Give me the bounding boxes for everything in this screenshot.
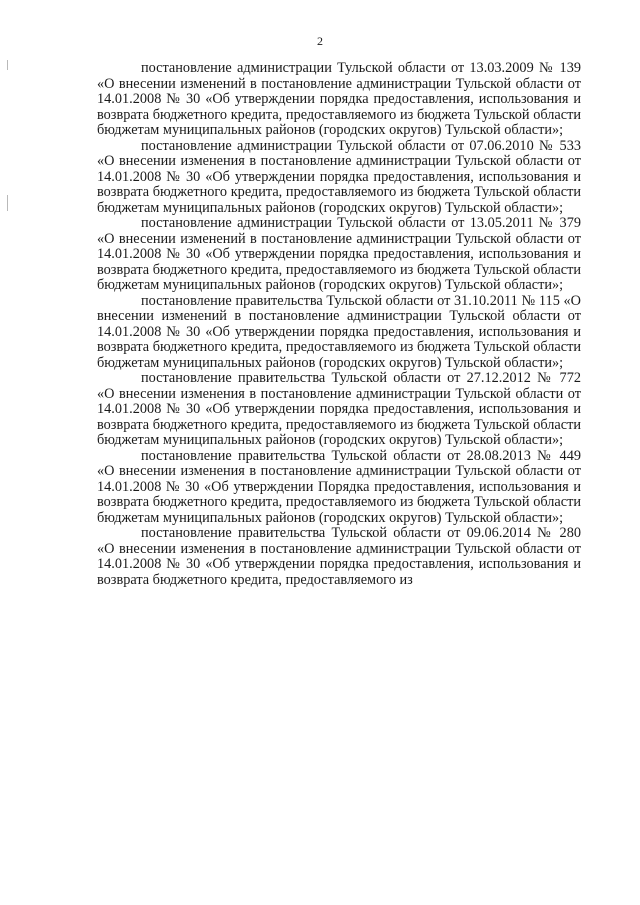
scan-margin-mark bbox=[7, 195, 8, 211]
paragraph-resolution-2013-449: постановление правительства Тульской области от 28.08.2013 № 449 «О внесении изменения в постановление администрации Тульской области от 14.01.2008 № 30 «Об утверждении Порядка предоставления, использования и возврата бюджетного кредита, предоставляемого из бюджета Тульской области бюджетам муниципальных районов (городских округов) Тульской области»; bbox=[97, 447, 581, 526]
document-body bbox=[97, 61, 581, 588]
paragraph-resolution-2010-533: постановление администрации Тульской области от 07.06.2010 № 533 «О внесении изменения в постановление администрации Тульской области от 14.01.2008 № 30 «Об утверждении порядка предоставления, использования и возврата бюджетного кредита, предоставляемого из бюджета Тульской области бюджетам муниципальных районов (городских округов) Тульской области»; bbox=[97, 137, 581, 216]
paragraph-resolution-2014-280: постановление правительства Тульской области от 09.06.2014 № 280 «О внесении изменения в постановление администрации Тульской области от 14.01.2008 № 30 «Об утверждении порядка предоставления, использования и возврата бюджетного кредита, предоставляемого из bbox=[97, 525, 581, 588]
page-number: 2 bbox=[317, 34, 323, 48]
paragraph-resolution-2009-139: постановление администрации Тульской области от 13.03.2009 № 139 «О внесении изменений в постановление администрации Тульской области от 14.01.2008 № 30 «Об утверждении порядка предоставления, использования и возврата бюджетного кредита, предоставляемого из бюджета Тульской области бюджетам муниципальных районов (городских округов) Тульской области»; bbox=[97, 60, 581, 138]
scan-margin-mark bbox=[7, 60, 8, 70]
paragraph-resolution-2011-379: постановление администрации Тульской области от 13.05.2011 № 379 «О внесении изменений в постановление администрации Тульской области от 14.01.2008 № 30 «Об утверждении порядка предоставления, использования и возврата бюджетного кредита, предоставляемого из бюджета Тульской области бюджетам муниципальных районов (городских округов) Тульской области»; bbox=[97, 215, 581, 293]
paragraph-resolution-2012-772: постановление правительства Тульской области от 27.12.2012 № 772 «О внесении изменения в постановление администрации Тульской области от 14.01.2008 № 30 «Об утверждении порядка предоставления, использования и возврата бюджетного кредита, предоставляемого из бюджета Тульской области бюджетам муниципальных районов (городских округов) Тульской области»; bbox=[97, 370, 581, 448]
paragraph-resolution-2011-115: постановление правительства Тульской области от 31.10.2011 № 115 «О внесении изменений в постановление администрации Тульской области от 14.01.2008 № 30 «Об утверждении порядка предоставления, использования и возврата бюджетного кредита, предоставляемого из бюджета Тульской области бюджетам муниципальных районов (городских округов) Тульской области»; bbox=[97, 292, 581, 371]
